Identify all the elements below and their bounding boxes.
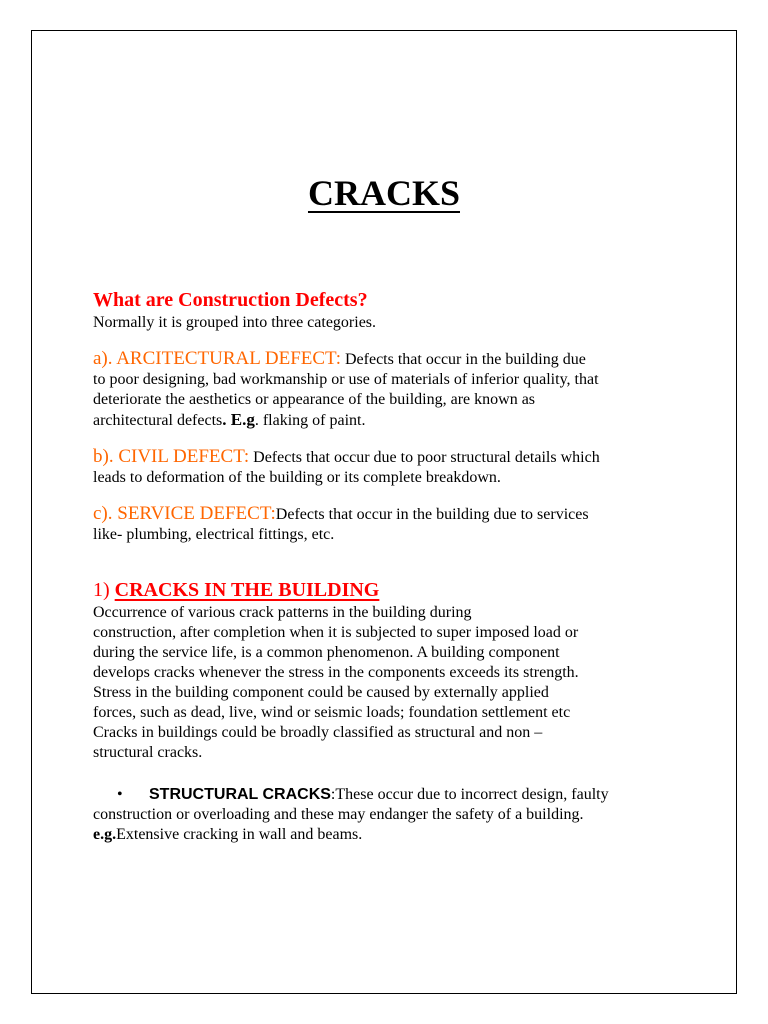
paragraph-line: Cracks in buildings could be broadly classified as structural and non – — [93, 724, 543, 741]
bullet-text: :These occur due to incorrect design, faulty — [330, 786, 609, 803]
defect-text-line: Defects that occur in the building due — [344, 351, 586, 368]
defect-architectural — [93, 349, 693, 431]
document-body — [93, 287, 693, 845]
defect-label: c). SERVICE DEFECT: — [93, 503, 276, 524]
bullet-label: STRUCTURAL CRACKS — [149, 786, 331, 803]
bullet-structural-cracks — [93, 785, 693, 845]
paragraph-line: forces, such as dead, live, wind or seismic loads; foundation settlement etc — [93, 704, 571, 721]
question-heading: What are Construction Defects? — [93, 289, 368, 311]
bullet-eg-line — [93, 825, 693, 845]
page-title: CRACKS — [307, 173, 460, 213]
section-paragraph — [93, 603, 693, 763]
paragraph-line: Occurrence of various crack patterns in the building during — [93, 604, 472, 621]
bullet-icon: • — [117, 786, 123, 803]
intro-text: Normally it is grouped into three categories. — [93, 314, 377, 331]
bullet-line: construction or overloading and these may endanger the safety of a building. — [93, 806, 584, 823]
section-number: 1) — [93, 579, 115, 601]
defect-label: b). CIVIL DEFECT: — [93, 446, 250, 467]
paragraph-line: construction, after completion when it is subjected to super imposed load or — [93, 624, 579, 641]
eg-text: Extensive cracking in wall and beams. — [116, 826, 363, 843]
defect-text-line: deteriorate the aesthetics or appearance of the building, are known as — [93, 391, 536, 408]
eg-text: . flaking of paint. — [254, 412, 366, 429]
defect-civil — [93, 447, 693, 488]
defect-label: a). ARCITECTURAL DEFECT: — [93, 348, 341, 369]
paragraph-line: Stress in the building component could be caused by externally applied — [93, 684, 549, 701]
paragraph-line: structural cracks. — [93, 744, 203, 761]
defect-text-line: Defects that occur due to poor structural details which — [253, 449, 600, 466]
defect-text-line: architectural defects — [93, 412, 223, 429]
defect-text-line: leads to deformation of the building or its complete breakdown. — [93, 469, 501, 486]
defect-text-line: to poor designing, bad workmanship or use of materials of inferior quality, that — [93, 371, 599, 388]
section-heading — [93, 577, 693, 603]
eg-label: . E.g — [222, 410, 255, 429]
defect-service — [93, 504, 693, 545]
bullet-first-line — [93, 785, 693, 805]
defect-text-line: Defects that occur in the building due to services — [275, 506, 589, 523]
paragraph-line: during the service life, is a common phenomenon. A building component — [93, 644, 560, 661]
paragraph-line: develops cracks whenever the stress in the components exceeds its strength. — [93, 664, 579, 681]
section-title: CRACKS IN THE BUILDING — [114, 579, 380, 601]
defect-text-line: like- plumbing, electrical fittings, etc. — [93, 526, 335, 543]
eg-label: e.g. — [93, 826, 117, 843]
